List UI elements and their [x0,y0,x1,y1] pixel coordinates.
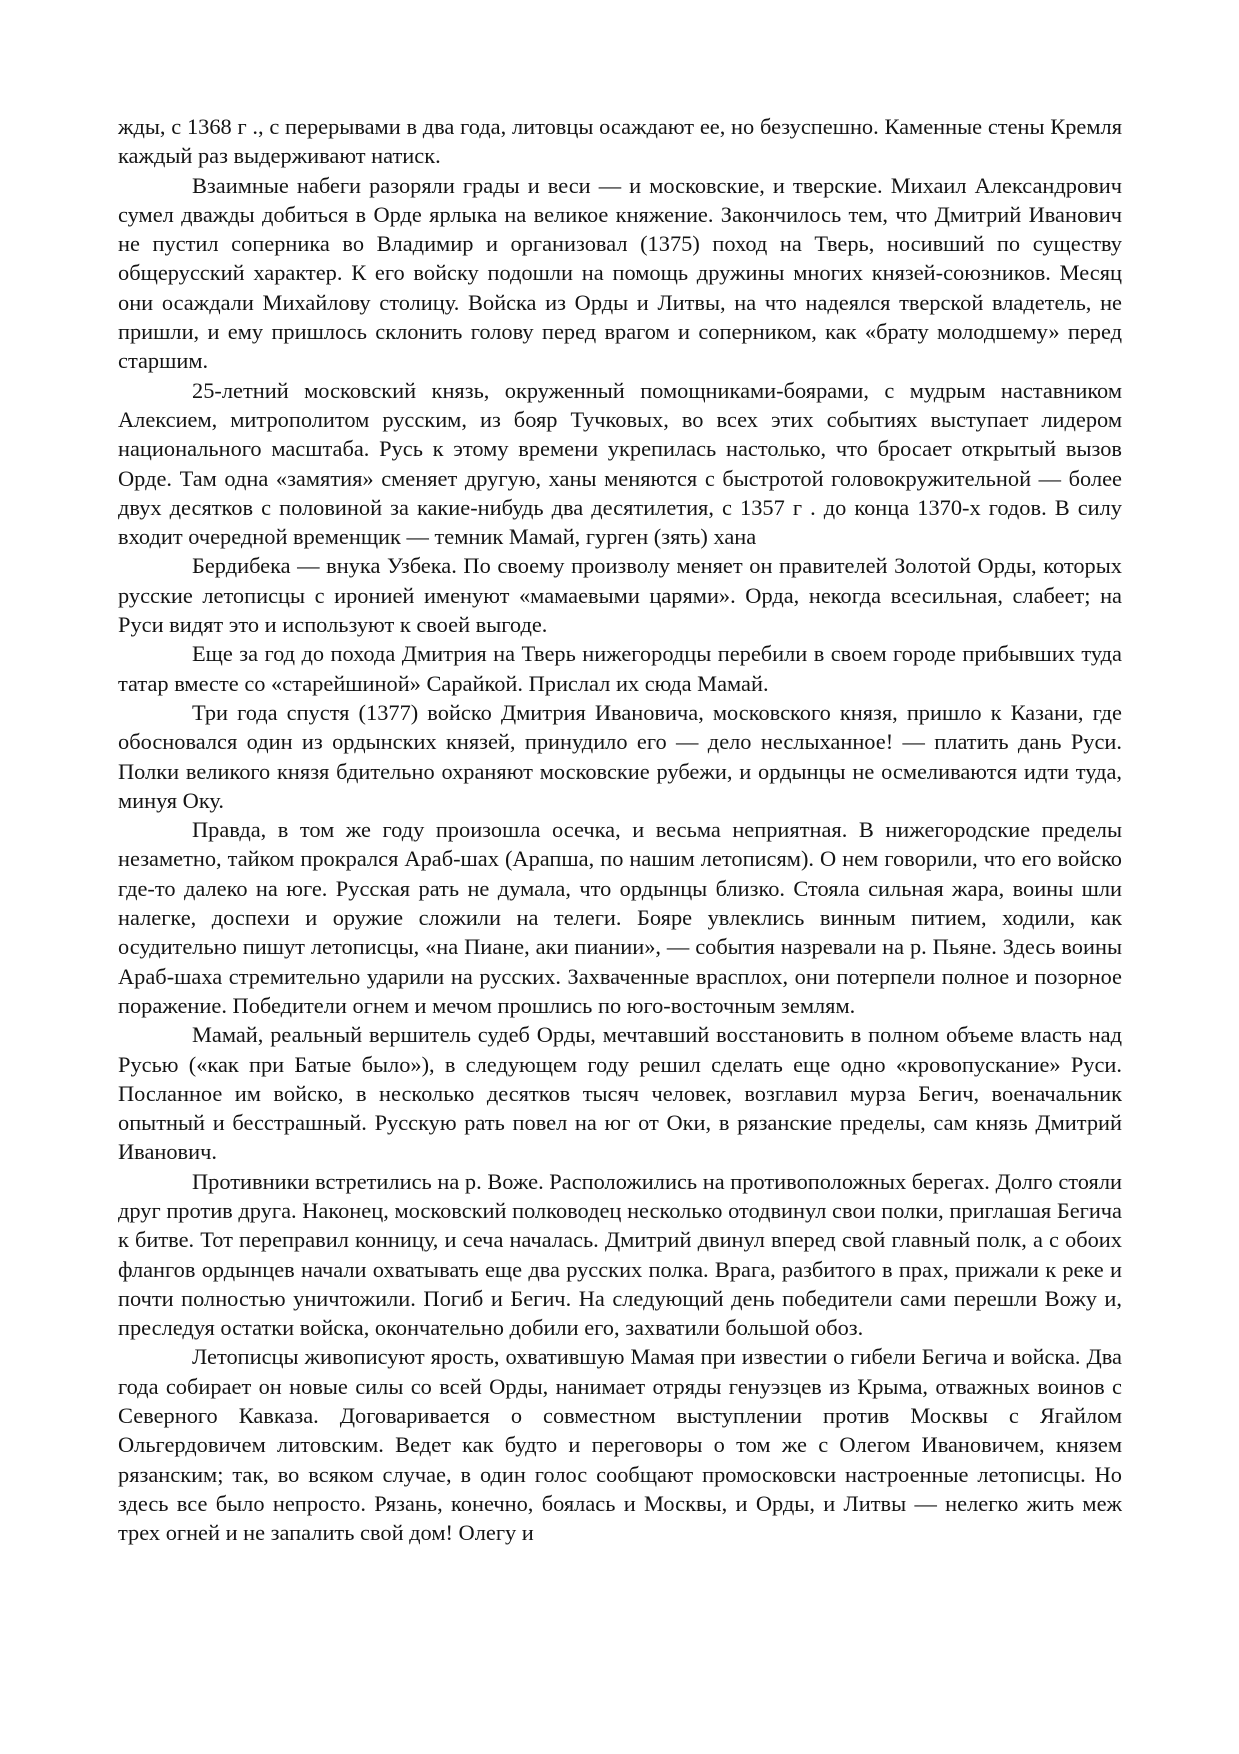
paragraph-9: Противники встретились на р. Воже. Расположились на противоположных берегах. Долго стояли друг против друга. Наконец, московский полководец несколько отодвинул свои полки, приглашая Бегича к битве. Тот переправил конницу, и сеча началась. Дмитрий двинул вперед свой главный полк, а с обоих флангов ордынцев начали охватывать еще два русских полка. Врага, разбитого в прах, прижали к реке и почти полностью уничтожили. Погиб и Бегич. На следующий день победители сами перешли Вожу и, преследуя остатки войска, окончательно добили его, захватили большой обоз. [118,1168,1122,1341]
paragraph-6: Три года спустя (1377) войско Дмитрия Ивановича, московского князя, пришло к Казани, где обосновался один из ордынских князей, принудило его — дело неслыханное! — платить дань Руси. Полки великого князя бдительно охраняют московские рубежи, и ордынцы не осмеливаются идти туда, минуя Оку. [118,699,1122,813]
paragraph-2: Взаимные набеги разоряли грады и веси — и московские, и тверские. Михаил Александрович сумел дважды добиться в Орде ярлыка на великое княжение. Закончилось тем, что Дмитрий Иванович не пустил соперника во Владимир и организовал (1375) поход на Тверь, носивший по существу общерусский характер. К его войску подошли на помощь дружины многих князей-союзников. Месяц они осаждали Михайлову столицу. Войска из Орды и Литвы, на что надеялся тверской владетель, не пришли, и ему пришлось склонить голову перед врагом и соперником, как «брату молодшему» перед старшим. [118,172,1122,374]
paragraph-5: Еще за год до похода Дмитрия на Тверь нижегородцы перебили в своем городе прибывших туда татар вместе со «старейшиной» Сарайкой. Прислал их сюда Мамай. [118,641,1122,696]
paragraph-3: 25-летний московский князь, окруженный помощниками-боярами, с мудрым наставником Алексием, митрополитом русским, из бояр Тучковых, во всех этих событиях выступает лидером национального масштаба. Русь к этому времени укрепилась настолько, что бросает открытый вызов Орде. Там одна «замятия» сменяет другую, ханы меняются с быстротой головокружительной — более двух десятков с половиной за какие-нибудь два десятилетия, с 1357 г . до конца 1370-х годов. В силу входит очередной временщик — темник Мамай, гурген (зять) хана [118,377,1122,550]
paragraph-8: Мамай, реальный вершитель судеб Орды, мечтавший восстановить в полном объеме власть над Русью («как при Батые было»), в следующем году решил сделать еще одно «кровопускание» Руси. Посланное им войско, в несколько десятков тысяч человек, возглавил мурза Бегич, военачальник опытный и бесстрашный. Русскую рать повел на юг от Оки, в рязанские пределы, сам князь Дмитрий Иванович. [118,1022,1122,1165]
paragraph-1: жды, с 1368 г ., с перерывами в два года, литовцы осаждают ее, но безуспешно. Каменные стены Кремля каждый раз выдерживают натиск. [118,114,1122,169]
paragraph-7: Правда, в том же году произошла осечка, и весьма неприятная. В нижегородские пределы незаметно, тайком прокрался Араб-шах (Арапша, по нашим летописям). О нем говорили, что его войско где-то далеко на юге. Русская рать не думала, что ордынцы близко. Стояла сильная жара, воины шли налегке, доспехи и оружие сложили на телеги. Бояре увлеклись винным питием, ходили, как осудительно пишут летописцы, «на Пиане, аки пиании», — события назревали на р. Пьяне. Здесь воины Араб-шаха стремительно ударили на русских. Захваченные врасплох, они потерпели полное и позорное поражение. Победители огнем и мечом прошлись по юго-восточным землям. [118,817,1122,1018]
paragraph-10: Летописцы живописуют ярость, охватившую Мамая при известии о гибели Бегича и войска. Два года собирает он новые силы со всей Орды, нанимает отряды генуэзцев из Крыма, отважных воинов с Северного Кавказа. Договаривается о совместном выступлении против Москвы с Ягайлом Ольгердовичем литовским. Ведет как будто и переговоры о том же с Олегом Ивановичем, князем рязанским; так, во всяком случае, в один голос сообщают промосковски настроенные летописцы. Но здесь все было непросто. Рязань, конечно, боялась и Москвы, и Орды, и Литвы — нелегко жить меж трех огней и не запалить свой дом! Олегу и [118,1344,1122,1546]
paragraph-4: Бердибека — внука Узбека. По своему произволу меняет он правителей Золотой Орды, которых русские летописцы с иронией именуют «мамаевыми царями». Орда, некогда всесильная, слабеет; на Руси видят это и используют к своей выгоде. [118,553,1122,638]
document-page [118,112,1122,1548]
